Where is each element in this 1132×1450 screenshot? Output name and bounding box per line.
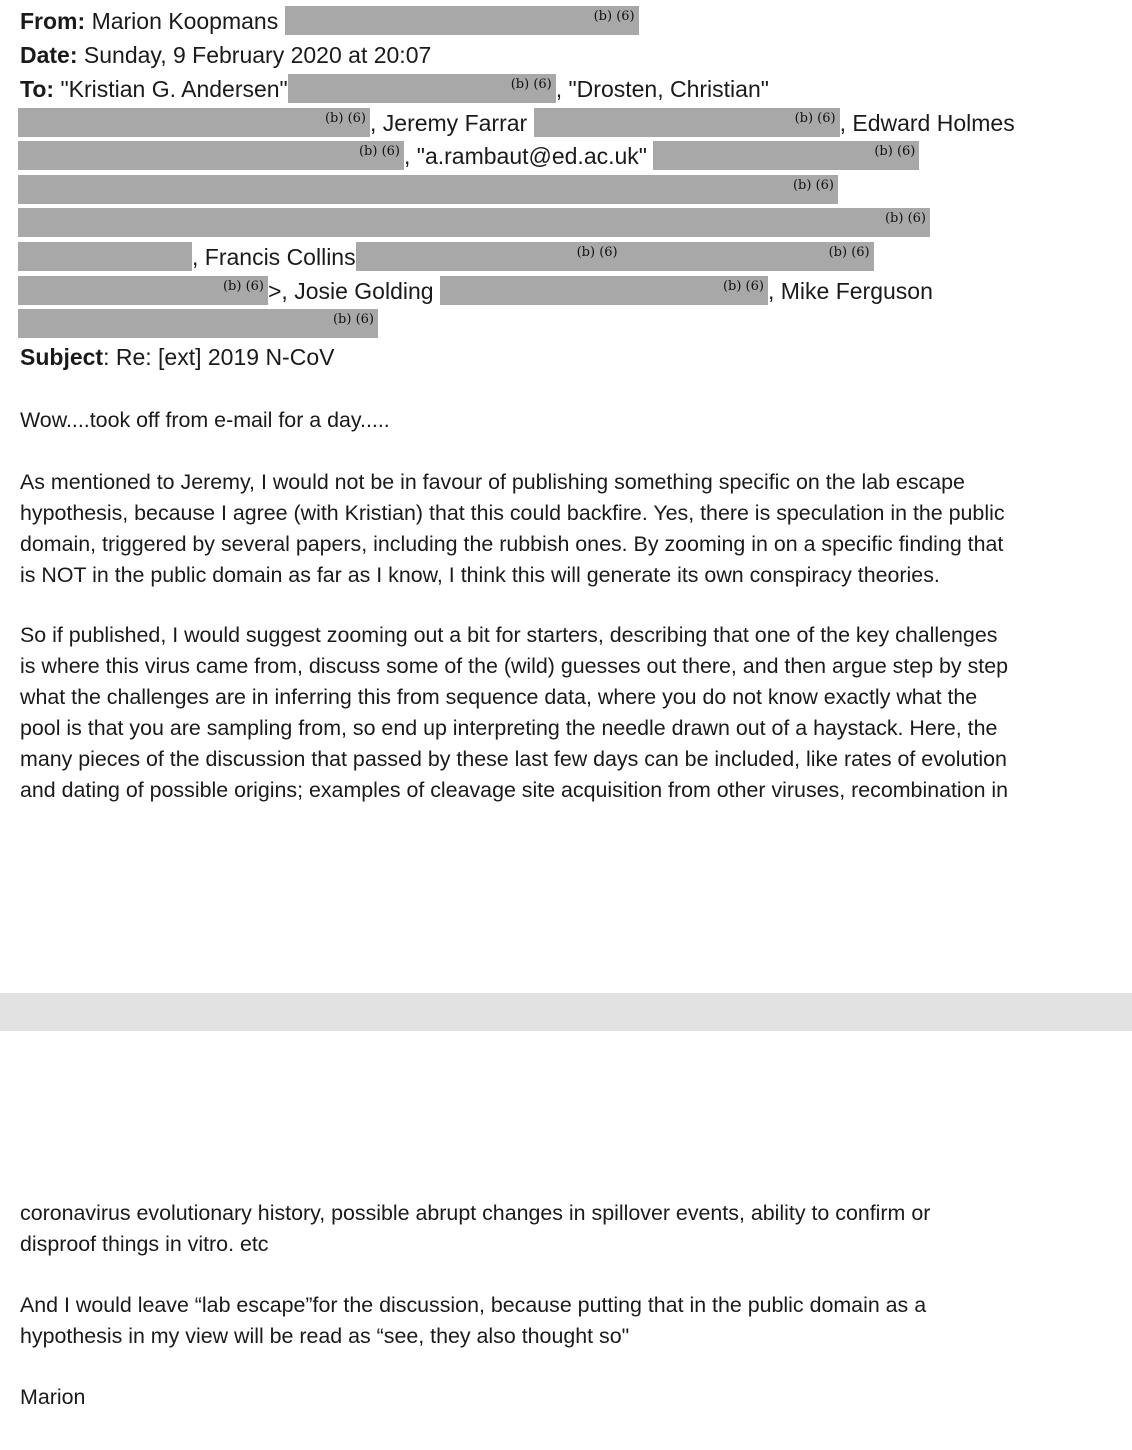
- redaction-code: (b) (6): [576, 245, 618, 260]
- redaction-code: (b) (6): [874, 144, 916, 159]
- redaction-box: [288, 74, 556, 103]
- from-name: Marion Koopmans: [91, 8, 279, 34]
- text-line: And I would leave “lab escape”for the discussion, because putting that in the public domain as a: [20, 1293, 927, 1317]
- text-line: coronavirus evolutionary history, possible abrupt changes in spillover events, ability to confirm or: [20, 1201, 931, 1225]
- redaction-box: [534, 108, 840, 137]
- subject-value: : Re: [ext] 2019 N-CoV: [103, 344, 335, 370]
- to-line-4: [18, 242, 874, 272]
- to-line-3: [18, 141, 919, 171]
- signature: [20, 1382, 1105, 1413]
- text-line: As mentioned to Jeremy, I would not be in favour of publishing something specific on the lab escape: [20, 470, 965, 494]
- redaction-box: [18, 242, 192, 271]
- to-line-1: [20, 74, 769, 104]
- to-recipient: , Francis Collins: [192, 244, 356, 270]
- from-label: From:: [20, 8, 86, 34]
- to-recipient: , "a.rambaut@ed.ac.uk": [404, 143, 647, 169]
- redaction-box: [440, 276, 768, 305]
- date-value: Sunday, 9 February 2020 at 20:07: [83, 42, 432, 68]
- redaction-box: [622, 242, 874, 271]
- paragraph-2: [20, 620, 1105, 806]
- text-line: hypothesis in my view will be read as “see, they also thought so": [20, 1324, 630, 1348]
- page-break-divider: [0, 993, 1132, 1031]
- redaction-box: [18, 141, 404, 170]
- redaction-code: (b) (6): [884, 211, 926, 226]
- redaction-box: [356, 242, 622, 271]
- redaction-box: [285, 6, 639, 35]
- text-line: what the challenges are in inferring this from sequence data, where you do not know exactly what the: [20, 685, 978, 709]
- from-line: [20, 6, 639, 36]
- to-recipient: , Mike Ferguson: [767, 278, 933, 304]
- redaction-code: (b) (6): [794, 111, 836, 126]
- redaction-code: (b) (6): [792, 178, 834, 193]
- redaction-code: (b) (6): [332, 312, 374, 327]
- redaction-box: [18, 208, 930, 237]
- date-label: Date:: [20, 42, 78, 68]
- subject-label: Subject: [20, 344, 104, 370]
- to-recipient: "Kristian G. Andersen": [60, 76, 288, 102]
- paragraph-3: [20, 1290, 1105, 1352]
- text-line: is NOT in the public domain as far as I know, I think this will generate its own conspiracy theories.: [20, 563, 940, 587]
- redaction-box: [653, 141, 919, 170]
- redaction-code: (b) (6): [358, 144, 400, 159]
- to-recipient: , "Drosten, Christian": [555, 76, 769, 102]
- greeting: [20, 405, 1105, 436]
- text-line: hypothesis, because I agree (with Kristian) that this could backfire. Yes, there is speculation in the public: [20, 501, 1005, 525]
- text-line: disproof things in vitro. etc: [20, 1232, 269, 1256]
- greeting-text: Wow....took off from e-mail for a day.....: [20, 408, 390, 432]
- to-recipient: , Jeremy Farrar: [370, 110, 528, 136]
- text-line: and dating of possible origins; examples of cleavage site acquisition from other viruses, recombination in: [20, 778, 1009, 802]
- redaction-code: (b) (6): [324, 111, 366, 126]
- text-line: So if published, I would suggest zooming out a bit for starters, describing that one of the key challenges: [20, 623, 998, 647]
- text-line: domain, triggered by several papers, including the rubbish ones. By zooming in on a specific finding that: [20, 532, 1004, 556]
- redaction-code: (b) (6): [510, 77, 552, 92]
- redaction-code: (b) (6): [593, 9, 635, 24]
- redaction-box: [18, 108, 370, 137]
- subject-line: [20, 342, 334, 372]
- redaction-box: [18, 309, 378, 338]
- paragraph-1: [20, 467, 1105, 591]
- to-recipient: , Edward Holmes: [839, 110, 1015, 136]
- to-recipient: >, Josie Golding: [268, 278, 434, 304]
- paragraph-2-continued: [20, 1198, 1105, 1260]
- text-line: many pieces of the discussion that passed by these last few days can be included, like rates of evolution: [20, 747, 1007, 771]
- text-line: is where this virus came from, discuss some of the (wild) guesses out there, and then argue step by step: [20, 654, 1009, 678]
- redaction-code: (b) (6): [222, 279, 264, 294]
- to-label: To:: [20, 76, 55, 102]
- to-line-2: [18, 108, 1015, 138]
- signature-name: Marion: [20, 1385, 86, 1409]
- redaction-code: (b) (6): [722, 279, 764, 294]
- redaction-box: [18, 276, 268, 305]
- redaction-code: (b) (6): [828, 245, 870, 260]
- text-line: pool is that you are sampling from, so end up interpreting the needle drawn out of a haystack. Here, the: [20, 716, 998, 740]
- to-line-5: [18, 276, 933, 306]
- date-line: [20, 40, 431, 70]
- redaction-box: [18, 175, 838, 204]
